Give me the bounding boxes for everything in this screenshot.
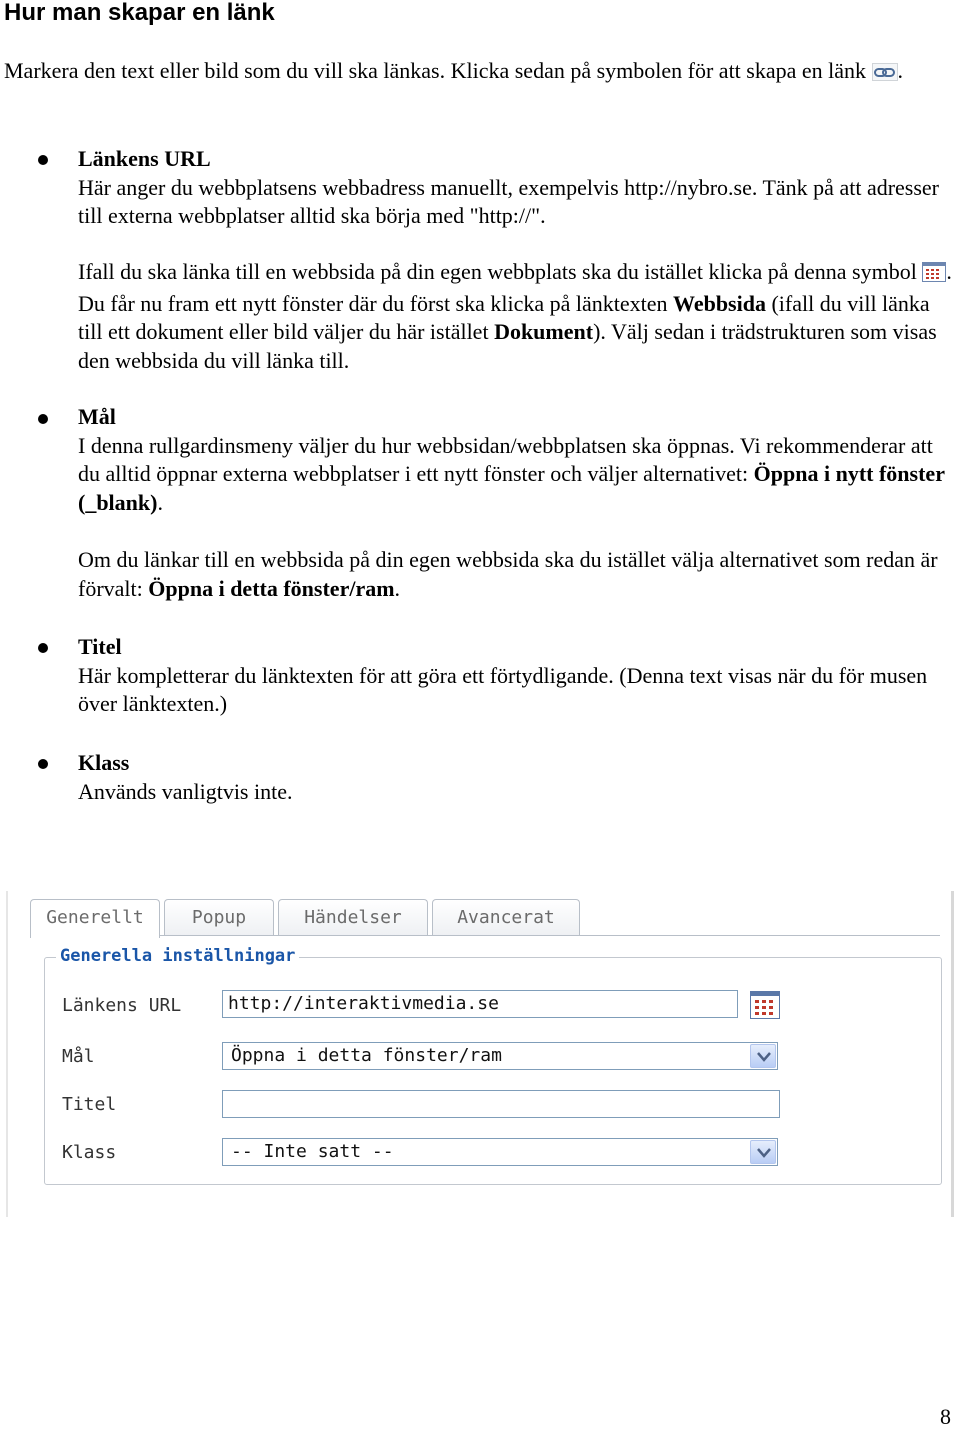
- group-title: Generella inställningar: [56, 946, 299, 966]
- item-text: .: [157, 489, 163, 515]
- target-select[interactable]: [222, 1042, 778, 1070]
- bullet-dot: [38, 414, 48, 424]
- dialog-edge: [951, 891, 954, 1217]
- intro-paragraph: [4, 57, 944, 89]
- url-label: Länkens URL: [62, 995, 182, 1016]
- intro-end: .: [897, 58, 904, 83]
- browse-icon[interactable]: [750, 991, 780, 1024]
- item-text: I denna rullgardinsmeny väljer du hur webbsidan/webbplatsen ska öppnas. Vi rekommenderar att du alltid öppnar externa webbplatser i ett nytt fönster och väljer alternativet:: [78, 432, 933, 486]
- item-title: Klass: [78, 750, 130, 775]
- class-select-value: -- Inte satt --: [231, 1141, 394, 1162]
- link-icon: [872, 60, 898, 89]
- tab-popup[interactable]: Popup: [164, 899, 274, 936]
- list-item-class: [78, 749, 948, 806]
- bullet-dot: [38, 155, 48, 165]
- item-text: (ifall du vill länka till ett dokument eller bild väljer du här istället: [78, 290, 930, 344]
- list-item-url: [78, 145, 948, 231]
- link-dialog-screenshot: [6, 891, 954, 1217]
- tab-avancerat[interactable]: Avancerat: [432, 899, 580, 936]
- item-text: Här anger du webbplatsens webbadress manuellt, exempelvis http://nybro.se. Tänk på att adresser till externa webbplatser alltid ska börja med "http://".: [78, 174, 940, 228]
- dialog-edge: [6, 891, 8, 1217]
- target-label: Mål: [62, 1046, 95, 1067]
- bullet-dot: [38, 643, 48, 653]
- browse-icon: [922, 261, 946, 290]
- list-item-url-extra: [78, 258, 954, 375]
- list-item-title: [78, 633, 948, 719]
- title-label: Titel: [62, 1094, 117, 1115]
- target-select-value: Öppna i detta fönster/ram: [231, 1045, 502, 1066]
- item-bold: Öppna i detta fönster/ram: [148, 575, 395, 601]
- bullet-dot: [38, 759, 48, 769]
- intro-text: Markera den text eller bild som du vill ska länkas. Klicka sedan på symbolen för att skapa en länk: [4, 58, 867, 83]
- dropdown-arrow-icon[interactable]: [750, 1140, 776, 1164]
- tab-handelser[interactable]: Händelser: [278, 899, 428, 936]
- item-text: Om du länkar till en webbsida på din egen webbsida ska du istället välja alternativet som redan är förvalt:: [78, 547, 938, 601]
- item-bold: Webbsida: [673, 290, 766, 316]
- item-text: Används vanligtvis inte.: [78, 778, 293, 804]
- class-select[interactable]: [222, 1138, 778, 1166]
- url-input[interactable]: http://interaktivmedia.se: [222, 990, 738, 1018]
- item-bold: Öppna i nytt fönster (_blank): [78, 461, 945, 515]
- page-title: Hur man skapar en länk: [4, 0, 275, 26]
- item-bold: Dokument: [494, 319, 594, 344]
- title-input[interactable]: [222, 1090, 780, 1118]
- item-text: Ifall du ska länka till en webbsida på din egen webbplats ska du istället klicka på denna symbol: [78, 259, 917, 284]
- item-text: .: [394, 575, 401, 601]
- dropdown-arrow-icon[interactable]: [750, 1044, 776, 1068]
- item-title: Titel: [78, 634, 122, 659]
- item-text: ). Välj sedan i trädstrukturen som visas den webbsida du vill länka till.: [78, 319, 937, 373]
- page-number: 8: [940, 1404, 951, 1429]
- item-text: . Du får nu fram ett nytt fönster där du först ska klicka på länktexten: [78, 259, 952, 316]
- item-title: Länkens URL: [78, 146, 211, 171]
- tab-generellt[interactable]: Generellt: [30, 899, 160, 938]
- list-item-target-extra: [78, 546, 948, 603]
- class-label: Klass: [62, 1142, 117, 1163]
- tab-strip-divider: [30, 935, 940, 936]
- item-text: Här kompletterar du länktexten för att göra ett förtydligande. (Denna text visas när du för musen över länktexten.): [78, 662, 928, 716]
- item-text-block: [78, 432, 948, 518]
- list-item-target: [78, 403, 948, 517]
- item-title: Mål: [78, 404, 116, 429]
